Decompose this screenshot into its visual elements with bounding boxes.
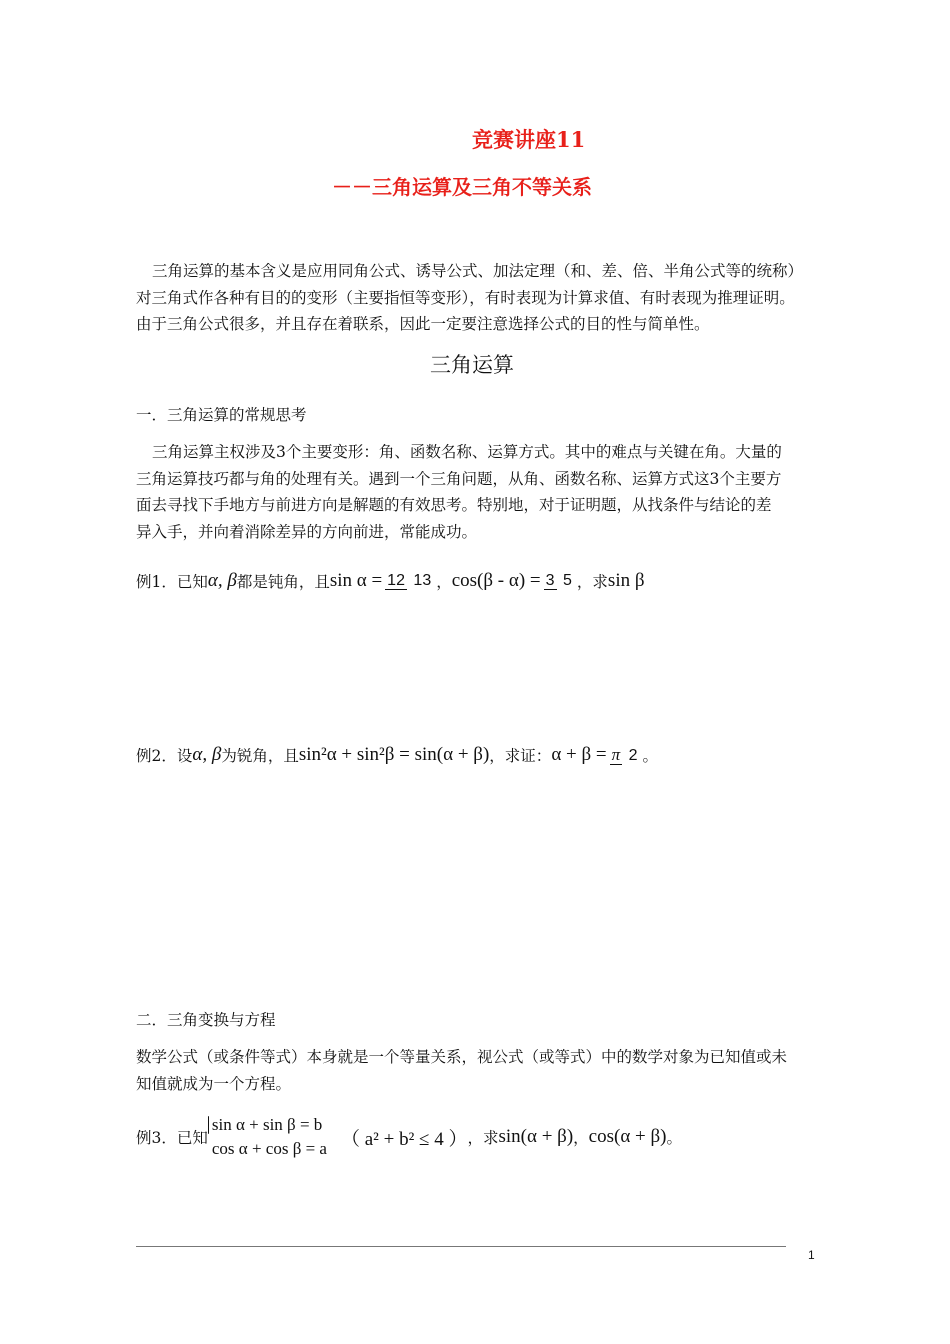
page-number: 1 [808,1248,815,1262]
ex1-den2: 5 [563,572,572,589]
ex1-den1: 13 [413,572,432,589]
section2-line: 数学公式（或条件等式）本身就是一个等量关系，视公式（或等式）中的数学对象为已知值或未 [136,1048,788,1066]
ex3-equation-system [208,1113,327,1161]
lecture-subtitle: －－三角运算及三角不等关系 [332,175,592,199]
intro-line: 由于三角公式很多，并且存在着联系，因此一定要注意选择公式的目的性与简单性。 [136,315,710,333]
ex1-comma: ， [436,573,452,591]
lecture-title: 竞赛讲座11 [472,127,586,152]
ex2-text2: ，求证： [489,747,552,765]
ex2-fraction [610,744,640,767]
ex1-text2: ，求 [576,573,608,591]
ex2-expr: sin²α + sin²β = sin(α + β) [298,744,490,765]
ex1-fraction-1 [385,570,433,592]
section2-line: 知值就成为一个方程。 [136,1074,292,1093]
ex2-label: 例2．设 [136,747,193,765]
ex1-label: 例1．已知 [136,573,208,591]
intro-paragraph [136,258,836,338]
intro-line: 对三角式作各种有目的的变形（主要指恒等变形），有时表现为计算求值、有时表现为推理证明。 [136,288,795,307]
ex1-text1: 都是钝角，且 [236,573,330,591]
section1-line: 三角运算技巧都与角的处理有关。遇到一个三角问题，从角、函数名称、运算方式这3个主要方 [136,469,782,488]
section1-body [136,439,836,545]
ex3-eq1: sin α + sin β = b [211,1115,323,1134]
ex2-end: 。 [642,747,659,765]
section-heading: 三角运算 [430,353,514,377]
ex3-text: ，求 [467,1129,499,1147]
ex3-eq2: cos α + cos β = a [211,1139,327,1158]
ex3-goal2: cos(α + β) [588,1126,667,1147]
ex1-num1: 12 [387,572,405,589]
ex3-comma: ， [573,1129,589,1147]
ex3-condition: （ a² + b² ≤ 4 ） [340,1128,468,1150]
ex2-lhs: α + β = [551,744,607,765]
section1-title: 一．三角运算的常规思考 [136,406,307,424]
ex1-fraction-2 [544,570,574,592]
ex1-sin: sin α = [329,570,383,591]
ex1-goal: sin β [607,570,645,591]
ex3-end: 。 [666,1129,683,1147]
brace-icon [208,1116,209,1134]
intro-line: 三角运算的基本含义是应用同角公式、诱导公式、加法定理（和、差、倍、半角公式等的统称） [152,262,804,280]
ex2-text1: 为锐角，且 [221,747,299,765]
section1-line: 异入手，并向着消除差异的方向前进，常能成功。 [136,522,478,541]
ex1-cos: cos(β - α) = [451,570,541,591]
example-2 [136,730,658,780]
example-3 [136,1110,682,1164]
example-1 [136,556,645,606]
section1-line: 面去寻找下手地方与前进方向是解题的有效思考。特别地，对于证明题，从找条件与结论的差 [136,496,772,514]
ex2-den: 2 [628,746,638,764]
ex1-vars: α, β [207,570,237,591]
footer-divider [136,1246,786,1247]
ex2-num: π [611,744,621,764]
section2-body [136,1044,836,1097]
section1-line: 三角运算主权涉及3个主要变形：角、函数名称、运算方式。其中的难点与关键在角。大量的 [152,443,782,461]
ex3-goal1: sin(α + β) [498,1126,574,1147]
ex3-label: 例3．已知 [136,1129,208,1147]
section2-title: 二．三角变换与方程 [136,1011,276,1029]
ex1-num2: 3 [545,572,555,589]
ex2-vars: α, β [192,744,222,765]
